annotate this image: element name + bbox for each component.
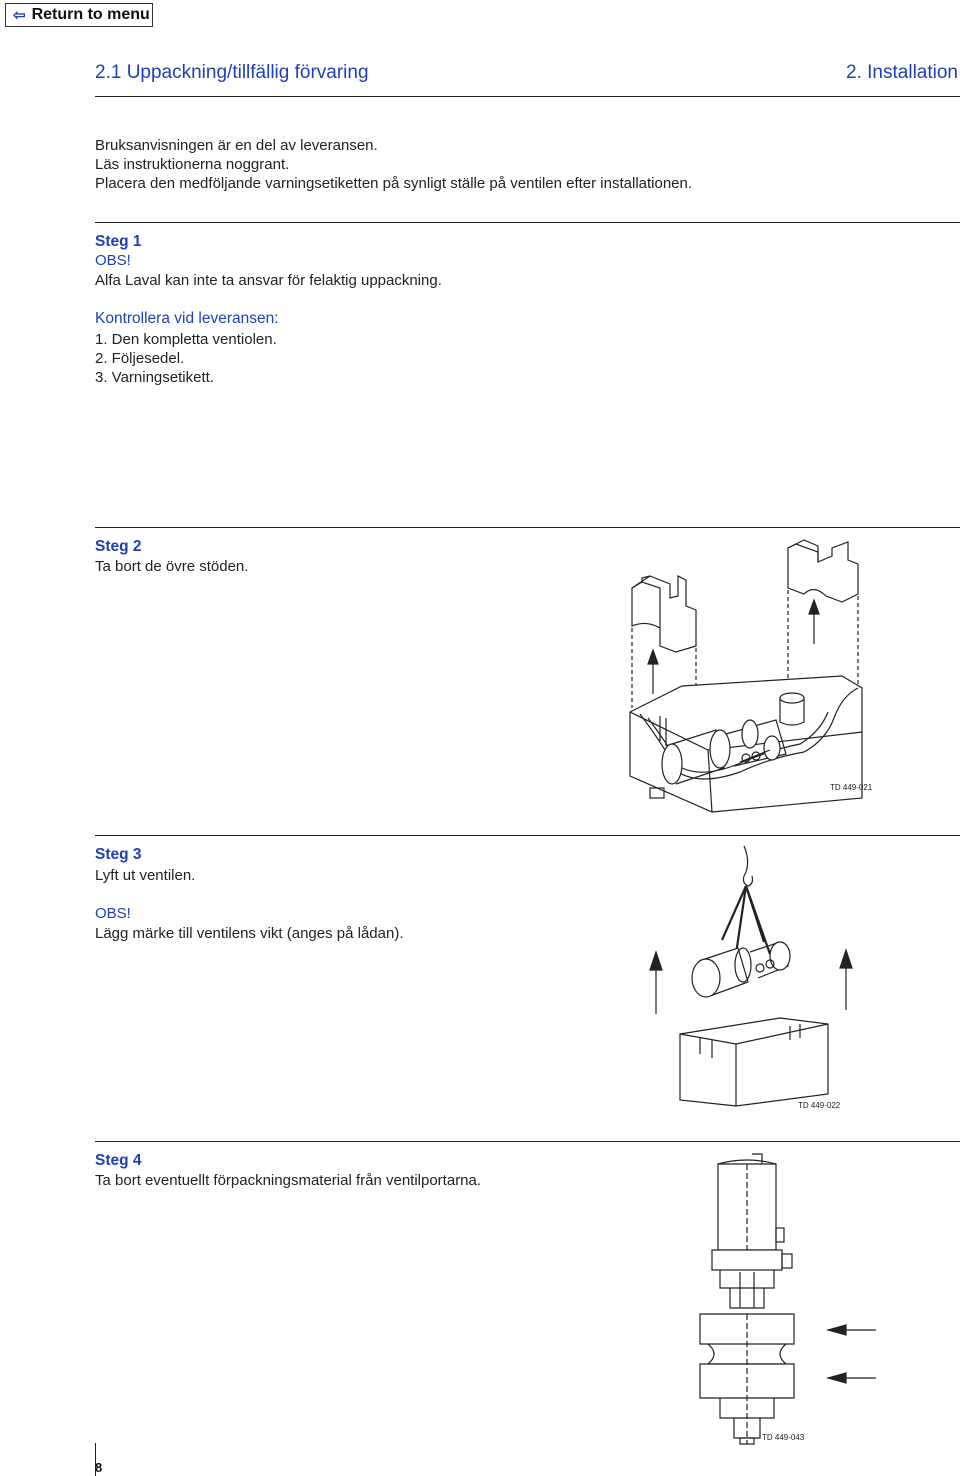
step3-heading: Steg 3 bbox=[95, 846, 142, 863]
intro-line: Placera den medföljande varningsetiketten på synligt ställe på ventilen efter installationen. bbox=[95, 175, 693, 192]
valve-illustration bbox=[692, 942, 790, 997]
step3-note: Lägg märke till ventilens vikt (anges på lådan). bbox=[95, 925, 404, 942]
lift-arrow-icon bbox=[840, 950, 852, 1010]
list-item: 1. Den kompletta ventiolen. bbox=[95, 331, 277, 348]
figure-label: TD 449-043 bbox=[762, 1433, 805, 1442]
section-title: 2.1 Uppackning/tillfällig förvaring bbox=[95, 62, 369, 83]
push-arrow-icon bbox=[828, 1325, 876, 1335]
crate bbox=[680, 1018, 828, 1106]
left-arrow-icon: ⇦ bbox=[13, 7, 26, 24]
page-number: 8 bbox=[95, 1460, 103, 1475]
step1-check-heading: Kontrollera vid leveransen: bbox=[95, 310, 279, 327]
step2-figure-crate bbox=[620, 536, 880, 821]
step3-text: Lyft ut ventilen. bbox=[95, 867, 196, 884]
step1-heading: Steg 1 bbox=[95, 233, 142, 250]
step4-heading: Steg 4 bbox=[95, 1152, 142, 1169]
right-support-block bbox=[788, 540, 858, 602]
left-support-block bbox=[632, 576, 696, 652]
step3-figure-lifting bbox=[640, 844, 860, 1118]
push-arrow-icon bbox=[828, 1373, 876, 1383]
lift-arrow-icon bbox=[648, 650, 658, 694]
intro-text bbox=[95, 136, 692, 193]
step3-obs: OBS! bbox=[95, 905, 131, 922]
step2-text: Ta bort de övre stöden. bbox=[95, 558, 249, 575]
step1-divider bbox=[95, 222, 960, 223]
header-divider bbox=[95, 96, 960, 97]
lift-arrow-icon bbox=[809, 600, 819, 644]
valve-illustration bbox=[700, 1154, 794, 1444]
figure-label: TD 449-021 bbox=[830, 783, 873, 792]
list-item: 2. Följesedel. bbox=[95, 350, 185, 367]
step1-obs: OBS! bbox=[95, 252, 131, 269]
intro-line: Bruksanvisningen är en del av leveransen. bbox=[95, 137, 378, 154]
hook-icon bbox=[743, 846, 752, 886]
lifting-slings bbox=[722, 886, 770, 954]
step4-figure-valve bbox=[690, 1148, 890, 1448]
return-label: Return to menu bbox=[31, 6, 150, 23]
step2-heading: Steg 2 bbox=[95, 538, 142, 555]
chapter-title: 2. Installation bbox=[846, 62, 958, 83]
step4-divider bbox=[95, 1141, 960, 1142]
step1-check-list bbox=[95, 330, 277, 387]
step1-warning: Alfa Laval kan inte ta ansvar för felaktig uppackning. bbox=[95, 272, 442, 289]
step3-divider bbox=[95, 835, 960, 836]
intro-line: Läs instruktionerna noggrant. bbox=[95, 156, 290, 173]
lift-arrow-icon bbox=[650, 952, 662, 1014]
figure-label: TD 449-022 bbox=[798, 1101, 841, 1110]
step2-divider bbox=[95, 527, 960, 528]
return-to-menu-button[interactable] bbox=[5, 3, 153, 27]
step4-text: Ta bort eventuellt förpackningsmaterial från ventilportarna. bbox=[95, 1172, 482, 1189]
list-item: 3. Varningsetikett. bbox=[95, 369, 214, 386]
